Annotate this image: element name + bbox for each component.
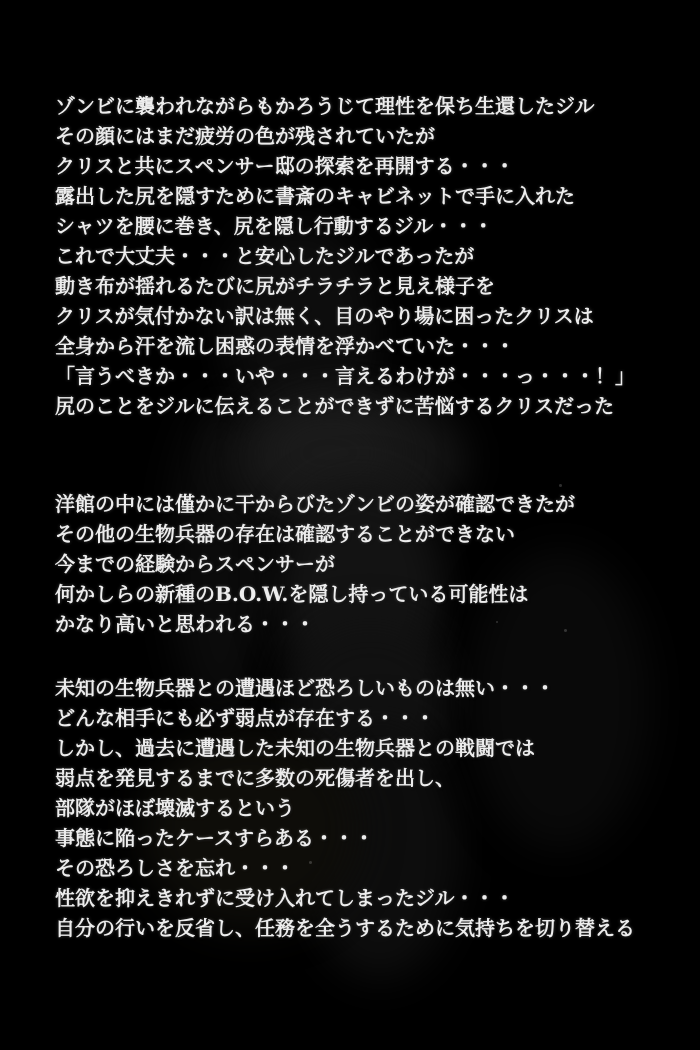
text-line: しかし、過去に遭遇した未知の生物兵器との戦闘では [55,736,535,760]
story-text [55,91,635,943]
text-line: かなり高いと思われる・・・ [55,612,315,636]
text-line: 自分の行いを反省し、任務を全うするために気持ちを切り替える [55,916,635,940]
text-line: その恐ろしさを忘れ・・・ [55,856,295,880]
text-line: 尻のことをジルに伝えることができずに苦悩するクリスだった [55,394,615,418]
text-line: その顔にはまだ疲労の色が残されていたが [55,124,435,148]
story-paragraph-2 [55,489,635,639]
text-line: これで大丈夫・・・と安心したジルであったが [55,244,475,268]
text-line: 何かしらの新種のB.O.W.を隠し持っている可能性は [55,582,529,606]
text-line: 未知の生物兵器との遭遇ほど恐ろしいものは無い・・・ [55,676,555,700]
text-line: 全身から汗を流し困惑の表情を浮かべていた・・・ [55,334,515,358]
text-line: ゾンビに襲われながらもかろうじて理性を保ち生還したジル [55,94,595,118]
text-line: クリスが気付かない訳は無く、目のやり場に困ったクリスは [55,304,594,328]
text-line: 弱点を発見するまでに多数の死傷者を出し、 [55,766,455,790]
text-line: 動き布が揺れるたびに尻がチラチラと見え様子を [55,274,495,298]
text-line: 「言うべきか・・・いや・・・言えるわけが・・・っ・・・！」 [55,364,635,388]
text-line: 露出した尻を隠すために書斎のキャビネットで手に入れた [55,184,575,208]
text-line: クリスと共にスペンサー邸の探索を再開する・・・ [55,154,515,178]
text-line: 今までの経験からスペンサーが [55,552,335,576]
text-line: その他の生物兵器の存在は確認することができない [55,522,515,546]
story-paragraph-3 [55,673,635,943]
text-line: 事態に陥ったケースすらある・・・ [55,826,374,850]
text-line: 性欲を抑えきれずに受け入れてしまったジル・・・ [55,886,515,910]
text-line: シャツを腰に巻き、尻を隠し行動するジル・・・ [55,214,494,238]
text-line: 洋館の中には僅かに干からびたゾンビの姿が確認できたが [55,492,575,516]
text-line: どんな相手にも必ず弱点が存在する・・・ [55,706,435,730]
text-line: 部隊がほぼ壊滅するという [55,796,295,820]
story-paragraph-1 [55,91,635,421]
